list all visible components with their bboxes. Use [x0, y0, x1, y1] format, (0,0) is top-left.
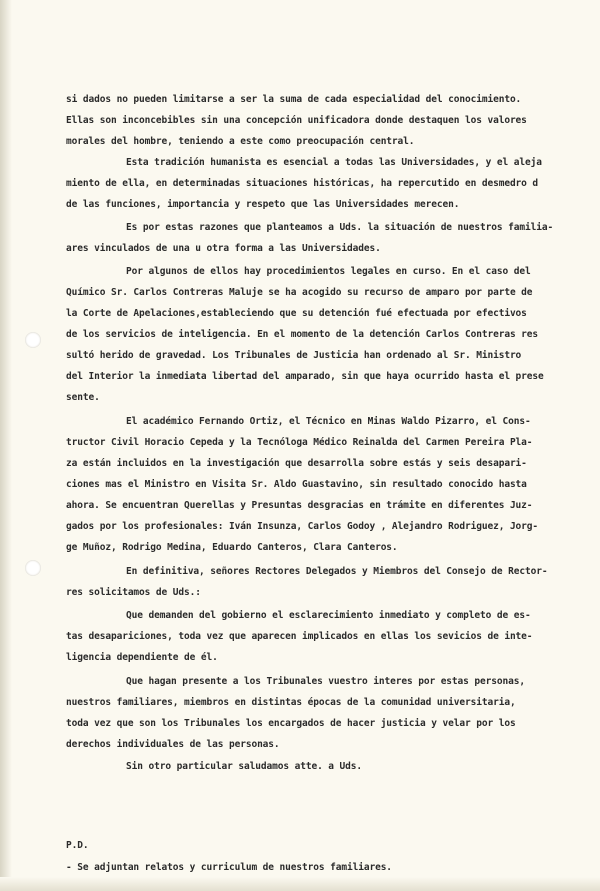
text-line: sultó herido de gravedad. Los Tribunales de Justicia han ordenado al Sr. Ministro	[66, 350, 522, 361]
text-line: Que demanden del gobierno el esclarecimiento inmediato y completo de es-	[126, 610, 531, 621]
text-line: de los servicios de inteligencia. En el momento de la detención Carlos Contreras res	[66, 329, 539, 340]
text-line: morales del hombre, teniendo a este como preocupación central.	[66, 136, 415, 147]
text-line: ares vinculados de una u otra forma a las Universidades.	[66, 243, 381, 254]
text-line: nuestros familiares, miembros en distintas épocas de la comunidad universitaria,	[66, 697, 516, 708]
page-shadow-bottom	[0, 877, 600, 891]
text-line: El académico Fernando Ortiz, el Técnico en Minas Waldo Pizarro, el Cons-	[126, 416, 531, 427]
punch-hole-upper	[25, 332, 41, 348]
text-line: si dados no pueden limitarse a ser la suma de cada especialidad del conocimiento.	[66, 94, 522, 105]
text-line: Ellas son inconcebibles sin una concepción unificadora donde destaquen los valores	[66, 115, 527, 126]
text-line: del Interior la inmediata libertad del amparado, sin que haya ocurrido hasta el prese	[66, 371, 544, 382]
postscript-line: - Se adjuntan relatos y curriculum de nuestros familiares.	[66, 862, 392, 873]
text-line: ge Muñoz, Rodrigo Medina, Eduardo Canteros, Clara Canteros.	[66, 542, 398, 553]
postscript-label: P.D.	[66, 840, 89, 851]
text-line: ciones mas el Ministro en Visita Sr. Aldo Guastavino, sin resultado conocido hasta	[66, 479, 527, 490]
text-line: En definitiva, señores Rectores Delegados y Miembros del Consejo de Rector-	[126, 566, 548, 577]
text-line: Sin otro particular saludamos atte. a Uds.	[126, 761, 363, 772]
text-line: ahora. Se encuentran Querellas y Presuntas desgracias en trámite en diferentes Juz-	[66, 500, 533, 511]
text-line: ligencia dependiente de él.	[66, 652, 218, 663]
text-line: tas desapariciones, toda vez que aparecen implicados en ellas los sevicios de inte-	[66, 631, 533, 642]
text-line: Esta tradición humanista es esencial a todas las Universidades, y el aleja	[126, 157, 542, 168]
text-line: Químico Sr. Carlos Contreras Maluje se ha acogido su recurso de amparo por parte de	[66, 287, 533, 298]
punch-hole-lower	[25, 560, 41, 576]
text-line: tructor Civil Horacio Cepeda y la Tecnóloga Médico Reinalda del Carmen Pereira Pla-	[66, 437, 533, 448]
text-line: za están incluidos en la investigación que desarrolla sobre estás y seis desapari-	[66, 458, 527, 469]
text-line: la Corte de Apelaciones,estableciendo que su detención fué efectuada por efectivos	[66, 308, 527, 319]
text-line: de las funciones, importancia y respeto que las Universidades merecen.	[66, 199, 460, 210]
text-line: gados por los profesionales: Iván Insunza, Carlos Godoy , Alejandro Rodriguez, Jorg-	[66, 521, 539, 532]
text-line: Por algunos de ellos hay procedimientos legales en curso. En el caso del	[126, 266, 531, 277]
text-line: Es por estas razones que planteamos a Uds. la situación de nuestros familia-	[126, 222, 554, 233]
text-line: res solicitamos de Uds.:	[66, 587, 201, 598]
text-line: Que hagan presente a los Tribunales vuestro interes por estas personas,	[126, 676, 525, 687]
text-line: sente.	[66, 392, 100, 403]
text-line: toda vez que son los Tribunales los encargados de hacer justicia y velar por los	[66, 718, 516, 729]
text-line: derechos individuales de las personas.	[66, 739, 280, 750]
page-shadow-left	[0, 0, 12, 891]
text-line: miento de ella, en determinadas situaciones históricas, ha repercutido en desmedro d	[66, 178, 539, 189]
